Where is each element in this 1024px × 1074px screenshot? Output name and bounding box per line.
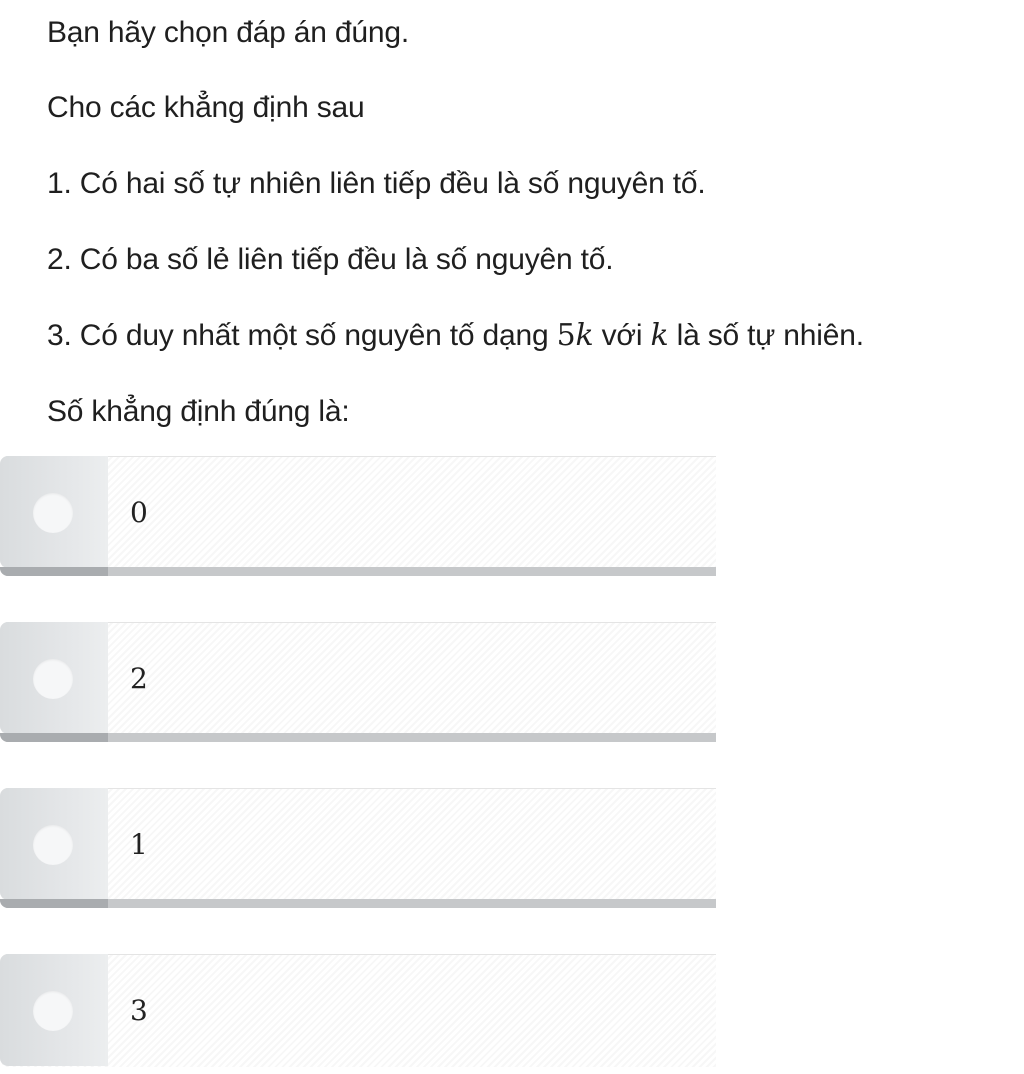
answer-option-4[interactable]	[0, 954, 716, 1074]
option-label: 0	[130, 496, 148, 529]
statement-1: 1. Có hai số tự nhiên liên tiếp đều là số nguyên tố.	[47, 167, 706, 200]
intro-text: Cho các khẳng định sau	[47, 91, 365, 124]
radio-column	[0, 788, 108, 900]
radio-column	[0, 954, 108, 1066]
prompt-text: Số khẳng định đúng là:	[47, 395, 350, 428]
radio-button[interactable]	[33, 991, 73, 1031]
math-k-variable: k	[650, 318, 669, 353]
math-k	[651, 318, 669, 353]
option-label: 2	[130, 662, 148, 695]
option-bottom-border-left	[0, 733, 108, 742]
answer-option-3[interactable]	[0, 788, 716, 908]
radio-button[interactable]	[33, 493, 73, 533]
instruction-text: Bạn hãy chọn đáp án đúng.	[47, 16, 409, 49]
option-label: 3	[130, 994, 148, 1027]
radio-button[interactable]	[33, 659, 73, 699]
option-bottom-border	[0, 733, 716, 742]
radio-column	[0, 622, 108, 734]
math-5k	[557, 318, 594, 353]
answer-option-1[interactable]	[0, 456, 716, 576]
option-bottom-border-left	[0, 899, 108, 908]
statement-3	[47, 318, 864, 354]
option-bottom-border	[0, 567, 716, 576]
radio-button[interactable]	[33, 825, 73, 865]
math-5k-number: 5	[556, 318, 576, 353]
statement-3-prefix: 3. Có duy nhất một số nguyên tố dạng	[47, 319, 557, 352]
option-bottom-border	[0, 899, 716, 908]
statement-2: 2. Có ba số lẻ liên tiếp đều là số nguyên tố.	[47, 243, 614, 276]
statement-3-suffix: là số tự nhiên.	[668, 319, 864, 352]
answer-option-2[interactable]	[0, 622, 716, 742]
radio-column	[0, 456, 108, 568]
math-5k-variable: k	[575, 318, 594, 353]
option-bottom-border-left	[0, 567, 108, 576]
statement-3-middle: với	[593, 319, 651, 352]
option-label: 1	[130, 828, 148, 861]
